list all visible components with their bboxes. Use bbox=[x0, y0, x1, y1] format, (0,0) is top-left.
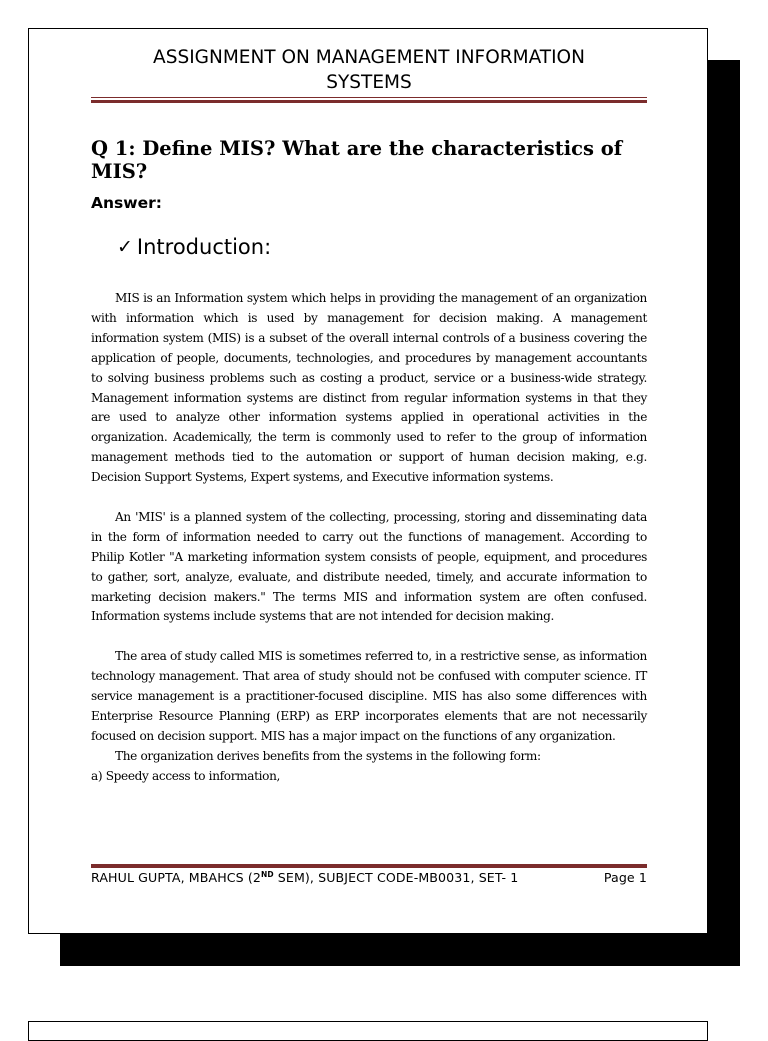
paragraph-4: The organization derives benefits from the systems in the following form: bbox=[115, 748, 541, 763]
list-item: a) Speedy access to information, bbox=[91, 768, 281, 783]
title-line-1: ASSIGNMENT ON MANAGEMENT INFORMATION bbox=[153, 47, 585, 68]
footer-author: RAHUL GUPTA, MBAHCS (2ND SEM), SUBJECT CODE-MB0031, SET- 1 bbox=[91, 870, 519, 886]
checkmark-icon: ✓ bbox=[117, 236, 133, 258]
answer-label: Answer: bbox=[91, 194, 162, 212]
section-heading bbox=[117, 235, 271, 259]
paragraph-1: MIS is an Information system which helps in providing the management of an organization with information which is used by management for decision making. A management information system (MIS) is a subset of the overall internal controls of a business covering the application of people, documents, technologies, and procedures by management accountants to solving business problems such as costing a product, service or a business-wide strategy. Management information systems are distinct from regular information systems in that they are used to analyze other information systems applied in operational activities in the organization. Academically, the term is commonly used to refer to the group of information management methods tied to the automation or support of human decision making, e.g. Decision Support Systems, Expert systems, and Executive information systems. bbox=[91, 291, 647, 485]
header-rule bbox=[91, 97, 647, 103]
paragraph-3: The area of study called MIS is sometimes referred to, in a restrictive sense, as information technology management. That area of study should not be confused with computer science. IT service management is a practitioner-focused discipline. MIS has also some differences with Enterprise Resource Planning (ERP) as ERP incorporates elements that are not necessarily focused on decision support. MIS has a major impact on the functions of any organization. bbox=[91, 649, 647, 743]
next-page-edge bbox=[28, 1021, 708, 1041]
footer-rule bbox=[91, 862, 647, 868]
section-title: Introduction: bbox=[136, 235, 272, 259]
question-heading: Q 1: Define MIS? What are the characteristics of MIS? bbox=[91, 137, 623, 183]
title-line-2: SYSTEMS bbox=[326, 72, 412, 93]
body-text bbox=[91, 289, 647, 787]
document-page bbox=[28, 28, 708, 934]
page-number: Page 1 bbox=[603, 870, 647, 885]
paragraph-2: An 'MIS' is a planned system of the collecting, processing, storing and disseminating data in the form of information needed to carry out the functions of management. According to Philip Kotler "A marketing information system consists of people, equipment, and procedures to gather, sort, analyze, evaluate, and distribute needed, timely, and accurate information to marketing decision makers." The terms MIS and information system are often confused. Information systems include systems that are not intended for decision making. bbox=[91, 509, 647, 624]
document-title bbox=[91, 45, 647, 95]
page-footer bbox=[91, 870, 647, 885]
